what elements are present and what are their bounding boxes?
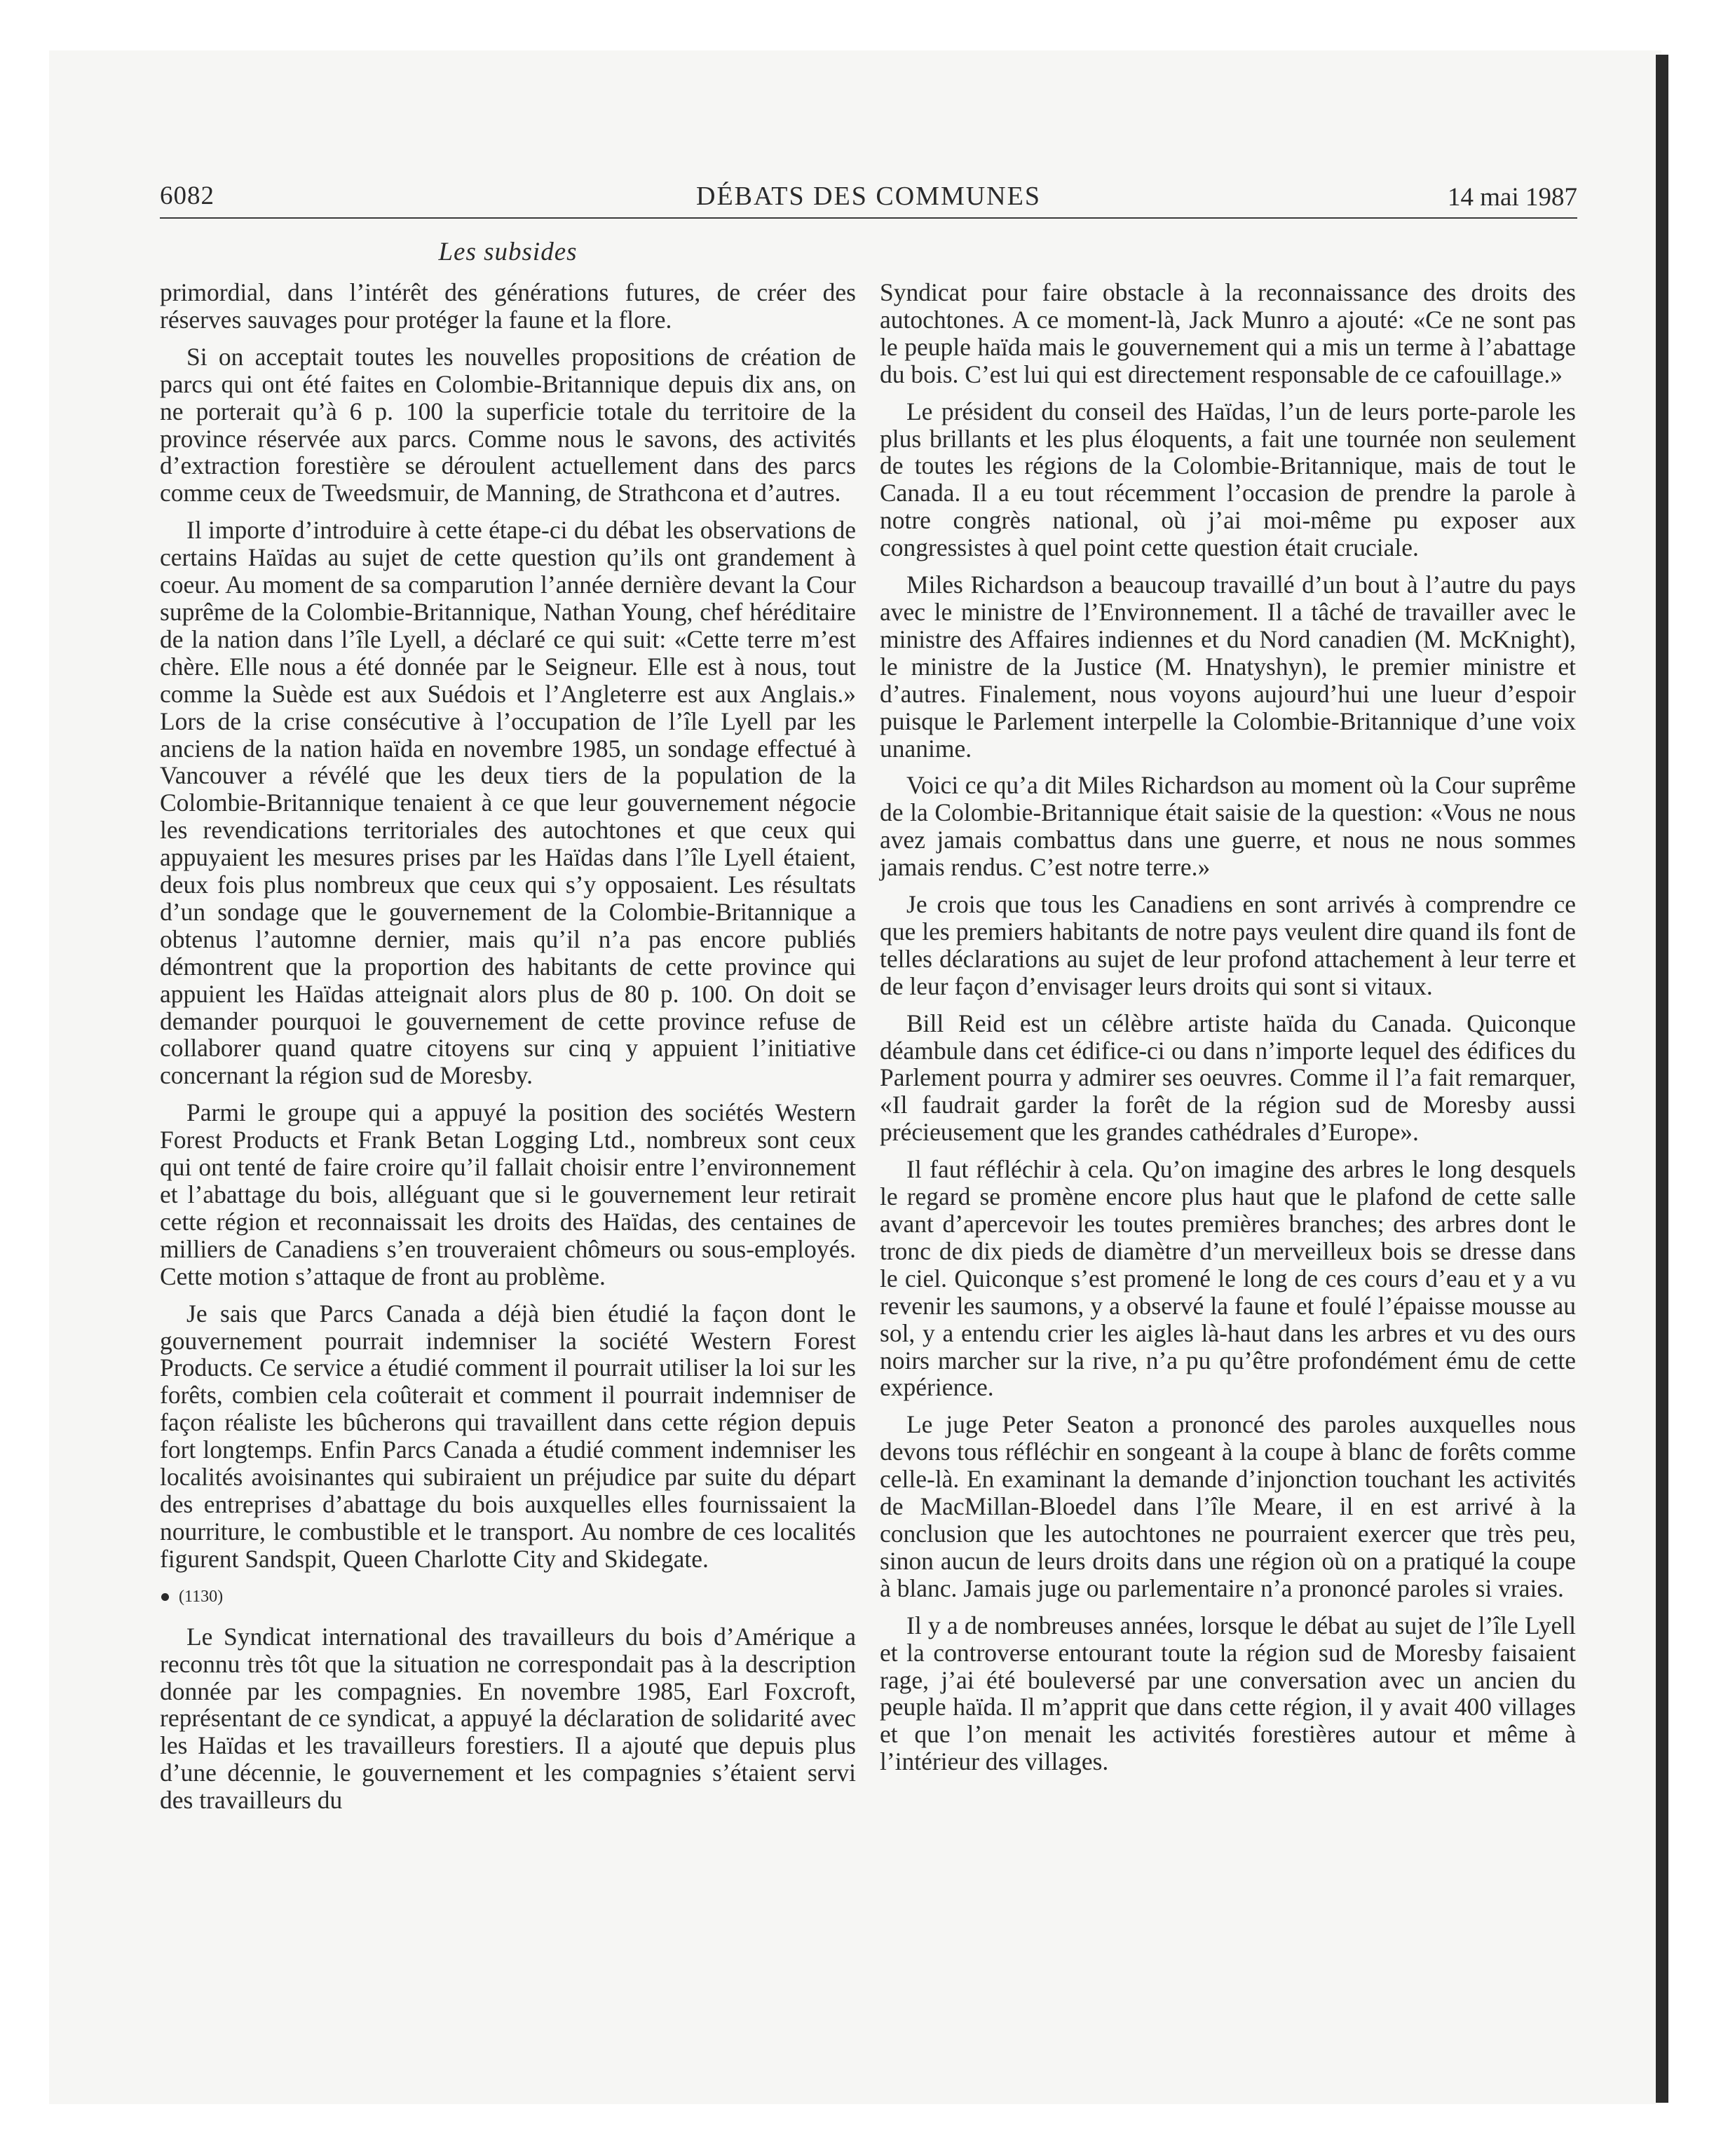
paragraph: Le président du conseil des Haïdas, l’un de leurs porte-parole les plus brillants et les plus éloquents, a fait une tournée non seulement de toutes les régions de la Colombie-Britannique, mais de tout le Canada. Il a eu tout récemment l’occasion de prendre la parole à notre congrès national, où j’ai moi-même pu exposer aux congressistes à quel point cette question était cruciale. <box>880 397 1576 562</box>
journal-title: DÉBATS DES COMMUNES <box>696 182 1041 211</box>
paragraph: Syndicat pour faire obstacle à la reconnaissance des droits des autochtones. A ce moment-là, Jack Munro a ajouté: «Ce ne sont pas le peuple haïda mais le gouvernement qui a mis un terme à l’abattage du bois. C’est lui qui est directement responsable de ce cafouillage.» <box>880 278 1576 388</box>
page-date: 14 mai 1987 <box>1448 183 1577 212</box>
right-column <box>880 279 1576 1785</box>
paragraph: Si on acceptait toutes les nouvelles propositions de création de parcs qui ont été faites en Colombie-Britannique depuis dix ans, on ne porterait qu’à 6 p. 100 la superficie totale du territoire de la province réservée aux parcs. Comme nous le savons, des activités d’extraction forestière se déroulent actuellement dans des parcs comme ceux de Tweedsmuir, de Manning, de Strathcona et d’autres. <box>160 342 856 507</box>
paragraph: Il importe d’introduire à cette étape-ci du débat les observations de certains Haïdas au sujet de cette question qu’ils ont grandement à coeur. Au moment de sa comparution l’année dernière devant la Cour suprême de la Colombie-Britannique, Nathan Young, chef héréditaire de la nation dans l’île Lyell, a déclaré ce qui suit: «Cette terre m’est chère. Elle nous a été donnée par le Seigneur. Elle est à nous, tout comme la Suède est aux Suédois et l’Angleterre est aux Anglais.» Lors de la crise consécutive à l’occupation de l’île Lyell par les anciens de la nation haïda en novembre 1985, un sondage effectué à Vancouver a révélé que les deux tiers de la population de la Colombie-Britannique tenaient à ce que leur gouvernement négocie les revendications territoriales des autochtones et que ceux qui appuyaient les mesures prises par les Haïdas dans l’île Lyell étaient, deux fois plus nombreux que ceux qui s’y opposaient. Les résultats d’un sondage que le gouvernement de la Colombie-Britannique a obtenus l’automne dernier, mais qu’il n’a pas encore publiés démontrent que la proportion des habitants de cette province qui appuient les Haïdas atteignait alors plus de 80 p. 100. On doit se demander pourquoi le gouvernement de cette province refuse de collaborer quand quatre citoyens sur cinq y appuient l’initiative concernant la région sud de Moresby. <box>160 516 856 1090</box>
page-number: 6082 <box>160 182 215 210</box>
paragraph: Le juge Peter Seaton a prononcé des paroles auxquelles nous devons tous réfléchir en songeant à la coupe à blanc de forêts comme celle-là. En examinant la demande d’injonction touchant les activités de MacMillan-Bloedel dans l’île Meare, il en est arrivé à la conclusion que les autochtones ne pourraient exercer que très peu, sinon aucun de leurs droits dans une région où on a pratiqué la coupe à blanc. Jamais juge ou parlementaire n’a prononcé paroles si vraies. <box>880 1410 1576 1602</box>
paragraph: primordial, dans l’intérêt des générations futures, de créer des réserves sauvages pour protéger la faune et la flore. <box>160 278 856 334</box>
scan-edge-shadow <box>1656 55 1668 2103</box>
paragraph: Le Syndicat international des travailleurs du bois d’Amérique a reconnu très tôt que la situation ne correspondait pas à la description donnée par les compagnies. En novembre 1985, Earl Foxcroft, représentant de ce syndicat, a appuyé la déclaration de solidarité avec les Haïdas et les travailleurs forestiers. Il a ajouté que depuis plus d’une décennie, le gouvernement et les compagnies s’étaient servi des travailleurs du <box>160 1622 856 1815</box>
paragraph: Il faut réfléchir à cela. Qu’on imagine des arbres le long desquels le regard se promène encore plus haut que le plafond de cette salle avant d’apercevoir les toutes premières branches; des arbres dont le tronc de dix pieds de diamètre d’un merveilleux bois se dresse dans le ciel. Quiconque s’est promené le long de ces cours d’eau et y a vu revenir les saumons, y a observé la faune et foulé l’épaisse mousse au sol, y a entendu crier les aigles là-haut dans les arbres et vu des ours noirs marcher sur la rive, n’a pu qu’être profondément ému de cette expérience. <box>880 1155 1576 1402</box>
running-head <box>160 181 1577 219</box>
paragraph: Je crois que tous les Canadiens en sont arrivés à comprendre ce que les premiers habitants de notre pays veulent dire quand ils font de telles déclarations au sujet de leur profond attachement à leur terre et de leur façon d’envisager leurs droits qui sont si vitaux. <box>880 890 1576 1000</box>
section-title: Les subsides <box>438 238 578 266</box>
left-column <box>160 279 856 1824</box>
timestamp-marker <box>160 1583 856 1611</box>
paragraph: Miles Richardson a beaucoup travaillé d’un bout à l’autre du pays avec le ministre de l’Environnement. Il a tâché de travailler avec le ministre des Affaires indiennes et du Nord canadien (M. McKnight), le ministre de la Justice (M. Hnatyshyn), le premier ministre et d’autres. Finalement, nous voyons aujourd’hui une lueur d’espoir puisque le Parlement interpelle la Colombie-Britannique d’une voix unanime. <box>880 571 1576 763</box>
paragraph: Voici ce qu’a dit Miles Richardson au moment où la Cour suprême de la Colombie-Britannique était saisie de la question: «Vous ne nous avez jamais combattus dans une guerre, et nous ne nous sommes jamais rendus. C’est notre terre.» <box>880 771 1576 882</box>
timestamp-text: (1130) <box>179 1587 224 1606</box>
paragraph: Bill Reid est un célèbre artiste haïda du Canada. Quiconque déambule dans cet édifice-ci ou dans n’importe lequel des édifices du Parlement pourra y admirer ses oeuvres. Comme il l’a fait remarquer, «Il faudrait garder la forêt de la région sud de Moresby aussi précieusement que les grandes cathédrales d’Europe». <box>880 1009 1576 1147</box>
bullet-icon <box>161 1593 169 1601</box>
paragraph: Je sais que Parcs Canada a déjà bien étudié la façon dont le gouvernement pourrait indemniser la société Western Forest Products. Ce service a étudié comment il pourrait utiliser la loi sur les forêts, combien cela coûterait et comment il pourrait indemniser de façon réaliste les bûcherons qui travaillent dans cette région depuis fort longtemps. Enfin Parcs Canada a étudié comment indemniser les localités avoisinantes qui subiraient un préjudice par suite du départ des entreprises d’abattage du bois auxquelles elles fournissaient la nourriture, le combustible et le transport. Au nombre de ces localités figurent Sandspit, Queen Charlotte City and Skidegate. <box>160 1299 856 1573</box>
paragraph: Il y a de nombreuses années, lorsque le débat au sujet de l’île Lyell et la controverse entourant toute la région sud de Moresby faisaient rage, j’ai été bouleversé par une conversation avec un ancien du peuple haïda. Il m’apprit que dans cette région, il y avait 400 villages et que l’on menait les activités forestières autour et même à l’intérieur des villages. <box>880 1611 1576 1776</box>
paragraph: Parmi le groupe qui a appuyé la position des sociétés Western Forest Products et Frank Betan Logging Ltd., nombreux sont ceux qui ont tenté de faire croire qu’il fallait choisir entre l’environnement et l’abattage du bois, alléguant que si le gouvernement leur retirait cette région et reconnaissait les droits des Haïdas, des centaines de milliers de Canadiens s’en trouveraient chômeurs ou sous-employés. Cette motion s’attaque de front au problème. <box>160 1098 856 1290</box>
